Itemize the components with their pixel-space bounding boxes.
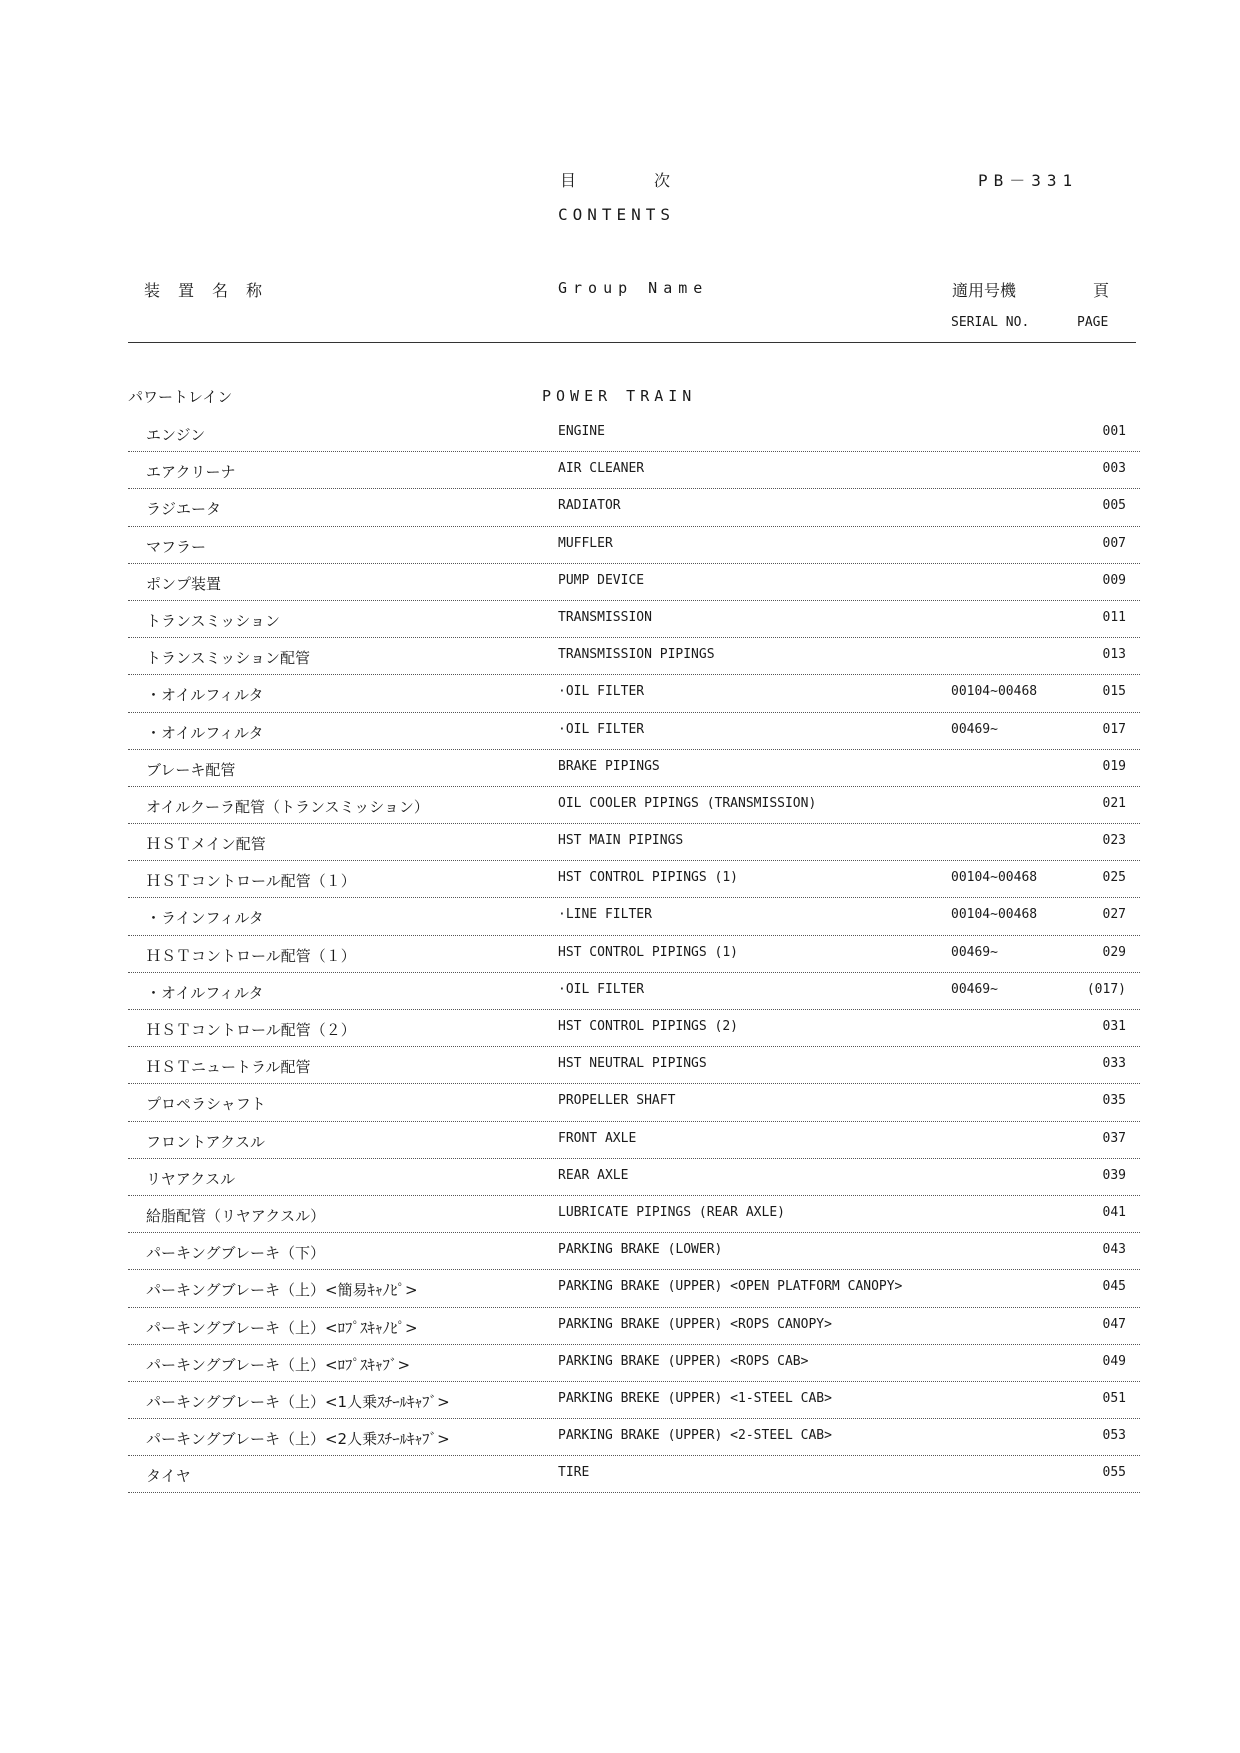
row-page: 023 bbox=[1102, 833, 1126, 849]
header-divider bbox=[128, 342, 1136, 343]
row-group-name: TIRE bbox=[558, 1465, 590, 1481]
row-group-name: ·OIL FILTER bbox=[558, 684, 645, 700]
contents-row bbox=[128, 898, 1140, 935]
column-header-page: PAGE bbox=[1077, 315, 1109, 330]
row-name-japanese: ラジエータ bbox=[146, 500, 222, 519]
row-serial-no: 00469~ bbox=[951, 981, 998, 997]
title-english: CONTENTS bbox=[558, 205, 676, 224]
contents-row bbox=[128, 1382, 1140, 1419]
row-name-japanese: オイルクーラ配管（トランスミッション） bbox=[146, 797, 429, 816]
row-page: 003 bbox=[1102, 461, 1126, 477]
contents-list bbox=[128, 415, 1140, 1493]
row-page: 053 bbox=[1102, 1428, 1126, 1444]
row-page: 031 bbox=[1102, 1019, 1126, 1034]
contents-row bbox=[128, 452, 1140, 489]
contents-row bbox=[128, 824, 1140, 861]
row-page: 033 bbox=[1102, 1056, 1126, 1072]
contents-row bbox=[128, 1196, 1140, 1233]
row-name-japanese: トランスミッション配管 bbox=[146, 649, 310, 668]
row-page: 039 bbox=[1102, 1167, 1126, 1183]
row-name-japanese: プロペラシャフト bbox=[146, 1095, 266, 1114]
row-page: 051 bbox=[1102, 1390, 1126, 1406]
row-serial-no: 00104~00468 bbox=[951, 907, 1038, 923]
row-group-name: TRANSMISSION PIPINGS bbox=[558, 647, 715, 663]
contents-row bbox=[128, 1233, 1140, 1270]
row-group-name: HST MAIN PIPINGS bbox=[558, 833, 684, 849]
row-name-japanese: ・オイルフィルタ bbox=[146, 686, 264, 705]
row-page: 025 bbox=[1102, 870, 1126, 886]
row-name-japanese: トランスミッション bbox=[146, 611, 280, 630]
row-group-name: ·LINE FILTER bbox=[558, 907, 652, 923]
row-page: 019 bbox=[1102, 758, 1126, 774]
contents-row bbox=[128, 489, 1140, 526]
row-name-japanese: パーキングブレーキ（上）<1人乗ｽﾁｰﾙｷｬﾌﾞ> bbox=[146, 1392, 450, 1411]
contents-row bbox=[128, 861, 1140, 898]
row-name-japanese: パーキングブレーキ（上）<ﾛﾌﾟｽｷｬﾉﾋﾟ> bbox=[146, 1318, 418, 1337]
contents-row bbox=[128, 1084, 1140, 1121]
row-name-japanese: タイヤ bbox=[146, 1467, 191, 1486]
row-page: 013 bbox=[1102, 647, 1126, 663]
contents-row bbox=[128, 1122, 1140, 1159]
row-page: 001 bbox=[1102, 424, 1126, 439]
row-group-name: PARKING BREKE (UPPER) <1-STEEL CAB> bbox=[558, 1390, 832, 1406]
contents-row bbox=[128, 601, 1140, 638]
row-name-japanese: ＨＳＴコントロール配管（２） bbox=[146, 1021, 356, 1039]
row-page: 015 bbox=[1102, 684, 1126, 700]
row-name-japanese: パーキングブレーキ（上）<2人乗ｽﾁｰﾙｷｬﾌﾞ> bbox=[146, 1430, 450, 1449]
row-page: 017 bbox=[1102, 721, 1126, 737]
contents-row bbox=[128, 787, 1140, 824]
row-page: 047 bbox=[1102, 1316, 1126, 1332]
contents-row bbox=[128, 675, 1140, 712]
contents-row bbox=[128, 1010, 1140, 1047]
row-group-name: PARKING BRAKE (UPPER) <ROPS CANOPY> bbox=[558, 1316, 832, 1332]
contents-row bbox=[128, 1047, 1140, 1084]
row-page: 021 bbox=[1102, 795, 1126, 811]
row-name-japanese: 給脂配管（リヤアクスル） bbox=[146, 1206, 326, 1225]
row-group-name: LUBRICATE PIPINGS (REAR AXLE) bbox=[558, 1204, 785, 1220]
row-serial-no: 00104~00468 bbox=[951, 684, 1038, 700]
row-page: 043 bbox=[1102, 1242, 1126, 1258]
row-group-name: ENGINE bbox=[558, 424, 605, 439]
row-group-name: ·OIL FILTER bbox=[558, 721, 645, 737]
row-group-name: PARKING BRAKE (UPPER) <2-STEEL CAB> bbox=[558, 1428, 832, 1444]
document-code: PB－331 bbox=[978, 171, 1079, 190]
contents-row bbox=[128, 1345, 1140, 1382]
row-serial-no: 00104~00468 bbox=[951, 870, 1038, 886]
contents-row bbox=[128, 1159, 1140, 1196]
row-name-japanese: ・オイルフィルタ bbox=[146, 983, 264, 1002]
row-group-name: HST NEUTRAL PIPINGS bbox=[558, 1056, 707, 1072]
row-name-japanese: ・ラインフィルタ bbox=[146, 909, 264, 928]
row-name-japanese: リヤアクスル bbox=[146, 1169, 236, 1188]
contents-row bbox=[128, 1308, 1140, 1345]
column-header-name-japanese: 装置名称 bbox=[144, 281, 281, 300]
row-name-japanese: ポンプ装置 bbox=[146, 574, 222, 593]
row-page: (017) bbox=[1086, 981, 1126, 997]
row-name-japanese: マフラー bbox=[146, 537, 207, 556]
column-header-serial-no: SERIAL NO. bbox=[951, 315, 1030, 330]
contents-row bbox=[128, 1419, 1140, 1456]
column-header-page-japanese: 頁 bbox=[1093, 281, 1110, 300]
section-title-english: POWER TRAIN bbox=[542, 387, 697, 405]
row-group-name: AIR CLEANER bbox=[558, 461, 645, 477]
row-name-japanese: ＨＳＴニュートラル配管 bbox=[146, 1058, 311, 1077]
row-group-name: PARKING BRAKE (LOWER) bbox=[558, 1242, 723, 1258]
row-page: 027 bbox=[1102, 907, 1126, 923]
row-group-name: HST CONTROL PIPINGS (1) bbox=[558, 870, 739, 886]
row-name-japanese: パーキングブレーキ（上）<簡易ｷｬﾉﾋﾟ> bbox=[146, 1281, 418, 1300]
row-group-name: FRONT AXLE bbox=[558, 1130, 637, 1146]
contents-row bbox=[128, 750, 1140, 787]
row-serial-no: 00469~ bbox=[951, 944, 998, 960]
row-name-japanese: ＨＳＴコントロール配管（１） bbox=[146, 946, 356, 965]
row-page: 007 bbox=[1102, 535, 1126, 551]
row-page: 035 bbox=[1102, 1093, 1126, 1109]
title-japanese: 目次 bbox=[560, 171, 749, 190]
row-group-name: MUFFLER bbox=[558, 535, 613, 551]
row-group-name: PARKING BRAKE (UPPER) <ROPS CAB> bbox=[558, 1353, 809, 1369]
contents-row bbox=[128, 527, 1140, 564]
row-page: 055 bbox=[1102, 1465, 1126, 1481]
contents-row bbox=[128, 973, 1140, 1010]
row-page: 009 bbox=[1102, 572, 1126, 588]
row-group-name: PUMP DEVICE bbox=[558, 572, 645, 588]
row-page: 005 bbox=[1102, 498, 1126, 514]
row-name-japanese: ＨＳＴメイン配管 bbox=[146, 835, 266, 854]
row-name-japanese: ・オイルフィルタ bbox=[146, 723, 264, 742]
contents-row bbox=[128, 415, 1140, 452]
row-group-name: PROPELLER SHAFT bbox=[558, 1093, 676, 1109]
column-header-group-name: Group Name bbox=[558, 279, 709, 297]
row-page: 029 bbox=[1102, 944, 1126, 960]
row-name-japanese: フロントアクスル bbox=[146, 1132, 265, 1151]
row-page: 041 bbox=[1102, 1204, 1126, 1220]
row-name-japanese: ＨＳＴコントロール配管（１） bbox=[146, 872, 356, 891]
contents-row bbox=[128, 1456, 1140, 1493]
row-group-name: ·OIL FILTER bbox=[558, 981, 645, 997]
contents-row bbox=[128, 564, 1140, 601]
row-group-name: OIL COOLER PIPINGS (TRANSMISSION) bbox=[558, 795, 817, 811]
row-group-name: TRANSMISSION bbox=[558, 609, 652, 625]
row-group-name: REAR AXLE bbox=[558, 1167, 629, 1183]
row-page: 011 bbox=[1102, 609, 1126, 625]
column-header-serial-japanese: 適用号機 bbox=[952, 281, 1017, 300]
contents-row bbox=[128, 638, 1140, 675]
row-page: 049 bbox=[1102, 1353, 1126, 1369]
row-page: 045 bbox=[1102, 1279, 1126, 1295]
row-name-japanese: エアクリーナ bbox=[146, 463, 236, 482]
row-page: 037 bbox=[1102, 1130, 1126, 1146]
contents-row bbox=[128, 936, 1140, 973]
row-group-name: PARKING BRAKE (UPPER) <OPEN PLATFORM CANOPY> bbox=[558, 1279, 903, 1295]
section-title-japanese: パワートレイン bbox=[128, 388, 233, 406]
row-name-japanese: エンジン bbox=[146, 426, 206, 444]
contents-row bbox=[128, 713, 1140, 750]
contents-row bbox=[128, 1270, 1140, 1307]
row-group-name: RADIATOR bbox=[558, 498, 621, 514]
row-name-japanese: パーキングブレーキ（下） bbox=[146, 1244, 325, 1263]
row-group-name: BRAKE PIPINGS bbox=[558, 758, 660, 774]
row-serial-no: 00469~ bbox=[951, 721, 998, 737]
row-name-japanese: ブレーキ配管 bbox=[146, 760, 236, 779]
row-group-name: HST CONTROL PIPINGS (1) bbox=[558, 944, 739, 960]
row-name-japanese: パーキングブレーキ（上）<ﾛﾌﾟｽｷｬﾌﾞ> bbox=[146, 1355, 411, 1374]
row-group-name: HST CONTROL PIPINGS (2) bbox=[558, 1019, 739, 1034]
